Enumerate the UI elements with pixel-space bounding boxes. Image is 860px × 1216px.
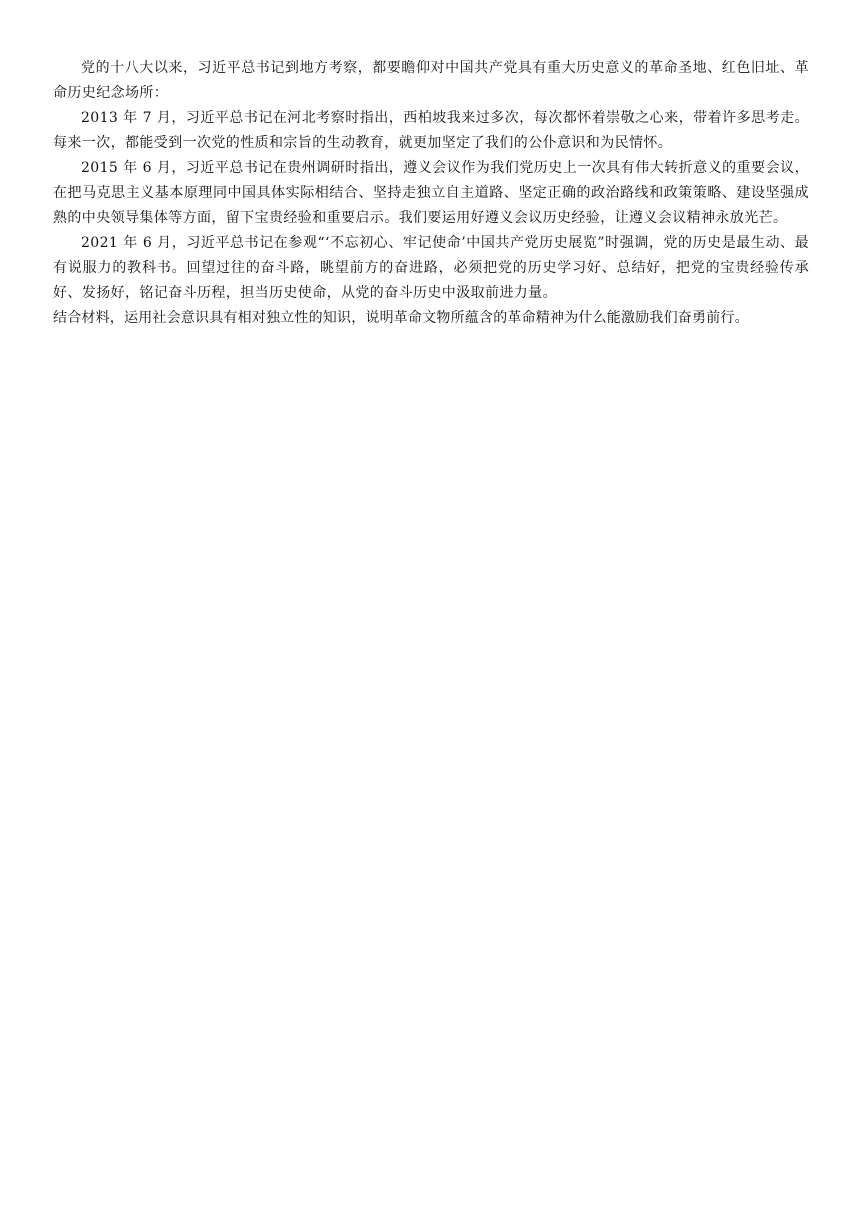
material-paragraph-2015: 2015 年 6 月，习近平总书记在贵州调研时指出，遵义会议作为我们党历史上一次具有伟大转折意义的重要会议，在把马克思主义基本原理同中国具体实际相结合、坚持走独立自主道路、坚定正确的政治路线和政策策略、建设坚强成熟的中央领导集体等方面，留下宝贵经验和重要启示。我们要运用好遵义会议历史经验，让遵义会议精神永放光芒。 <box>53 160 809 226</box>
material-paragraph-intro: 党的十八大以来，习近平总书记到地方考察，都要瞻仰对中国共产党具有重大历史意义的革命圣地、红色旧址、革命历史纪念场所： <box>53 60 809 101</box>
material-paragraph-2013: 2013 年 7 月，习近平总书记在河北考察时指出，西柏坡我来过多次，每次都怀着崇敬之心来，带着许多思考走。每来一次，都能受到一次党的性质和宗旨的生动教育，就更加坚定了我们的公仆意识和为民情怀。 <box>53 110 809 151</box>
document-page <box>53 56 809 331</box>
material-paragraph-2021: 2021 年 6 月，习近平总书记在参观“‘不忘初心、牢记使命’中国共产党历史展览”时强调，党的历史是最生动、最有说服力的教科书。回望过往的奋斗路，眺望前方的奋进路，必须把党的历史学习好、总结好，把党的宝贵经验传承好、发扬好，铭记奋斗历程，担当历史使命，从党的奋斗历史中汲取前进力量。 <box>53 235 809 301</box>
question-text: 结合材料，运用社会意识具有相对独立性的知识，说明革命文物所蕴含的革命精神为什么能激励我们奋勇前行。 <box>53 310 749 326</box>
